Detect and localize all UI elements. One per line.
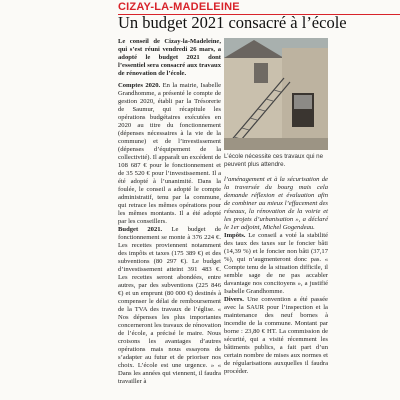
paragraph-continued bbox=[224, 176, 328, 232]
paragraph-heading: Divers. bbox=[224, 296, 244, 303]
paragraph-impots bbox=[224, 232, 328, 296]
paragraph-text: l’aménagement et à la sécurisation de la traversée du bourg mais cela demande réflexion et évaluation afin de combiner au mieux l’effacement des réseaux, la rénovation de la voirie et les projets d’urbanisation », a déclaré le 1er adjoint, Michel Gogendeau. bbox=[224, 176, 328, 231]
article-lead: Le conseil de Cizay-la-Madeleine, qui s’est réuni vendredi 26 mars, a adopté le budget 2021 dont l’essentiel sera consacré aux travaux de rénovation de l’école. bbox=[118, 38, 221, 77]
school-building-photo bbox=[224, 38, 328, 150]
photo-illustration bbox=[224, 38, 328, 150]
photo-caption: L’école nécessite ces travaux qui ne peuvent plus attendre. bbox=[224, 153, 324, 168]
section-kicker: CIZAY-LA-MADELEINE bbox=[118, 1, 240, 13]
article-column-right bbox=[224, 176, 328, 376]
paragraph-heading: Comptes 2020. bbox=[118, 82, 161, 89]
paragraph-comptes bbox=[118, 82, 221, 226]
paragraph-text: Le conseil a voté la stabilité des taux des taxes sur le foncier bâti (14,39 %) et le foncier non bâti (37,17 %), qui n’augmenteront donc pas. « Compte tenu de la situation difficile, il semble sage de ne pas accabler davantage nos concitoyens », a justifié Isabelle Grandhomme. bbox=[224, 232, 328, 295]
paragraph-text: Le budget de fonctionnement se monte à 376 224 €. Les recettes proviennent notamment des impôts et taxes (175 389 €) et des subventions (80 297 €). Le budget d’investissement atteint 391 483 €. Les recettes seront abondées, entre autres, par des subventions (225 846 €) et un emprunt (80 000 €) destinés à compenser le délai de remboursement de la TVA des travaux de l’église. « Nos dépenses les plus importantes concerneront les travaux de rénovation de l’école, a précisé le maire. Nous croisons les avantages d’autres opérations mais nous essayons de s’adapter au futur et de prioriser nos choix. L’école est une urgence. » « Dans les années qui viennent, il faudra travailler à bbox=[118, 226, 221, 385]
paragraph-text: En la mairie, Isabelle Grandhomme, a présenté le compte de gestion 2020, établi par la Trésorerie de Saumur, qui récapitule les opérations budgétaires exécutées en 2020 au titre du fonctionnement (dépenses nécessaires à la vie de la commune) et de l’investissement (dépenses d’équipement de la collectivité). Il apparaît un excédent de 108 687 € pour le fonctionnement et de 35 520 € pour l’investissement. Il a été adopté à l’unanimité. Dans la foulée, le conseil a adopté le compte administratif, tenu par la commune, qui retrace les mêmes opérations pour les mêmes montants. Il a été adopté par les conseillers. bbox=[118, 82, 221, 225]
paragraph-divers bbox=[224, 296, 328, 376]
article-column-left bbox=[118, 38, 221, 386]
paragraph-heading: Impôts. bbox=[224, 232, 246, 239]
article-title: Un budget 2021 consacré à l’école bbox=[118, 13, 347, 32]
paragraph-budget bbox=[118, 226, 221, 386]
paragraph-heading: Budget 2021. bbox=[118, 226, 163, 233]
paragraph-text: Une convention a été passée avec la SAUR pour l’inspection et la maintenance des neuf bornes à incendie de la commune. Montant par borne : 23,80 € HT. La commission de sécurité, qui a visité récemment les bâtiments publics, a fait part d’un certain nombre de mises aux normes et de régularisations auxquelles il faudra procéder. bbox=[224, 296, 328, 375]
